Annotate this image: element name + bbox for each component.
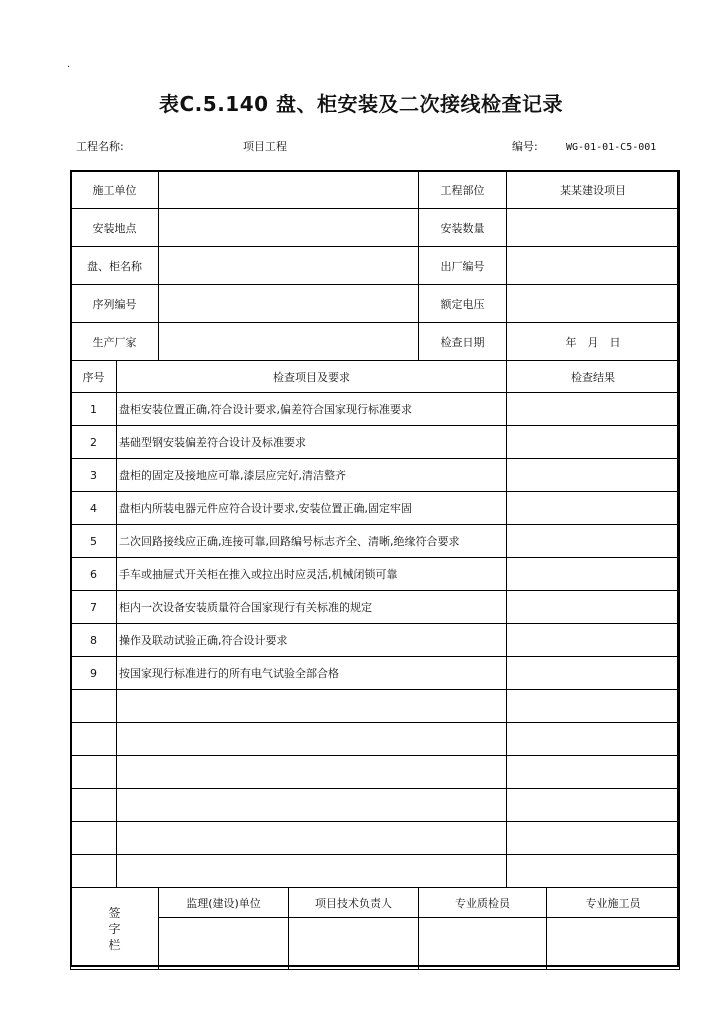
row-no: 7 xyxy=(71,591,117,624)
row-result-field[interactable] xyxy=(507,855,680,888)
row-item-field[interactable] xyxy=(117,822,507,855)
sig-quality-inspector-field[interactable] xyxy=(419,918,547,970)
row-item-field[interactable] xyxy=(117,789,507,822)
row-result-field[interactable] xyxy=(507,723,680,756)
row-result-field[interactable] xyxy=(507,525,680,558)
table-row-empty xyxy=(71,822,680,855)
check-date-label: 检查日期 xyxy=(419,323,507,361)
row-item-field[interactable] xyxy=(117,855,507,888)
row-result-field[interactable] xyxy=(507,822,680,855)
row-no xyxy=(71,690,117,723)
install-location-field[interactable] xyxy=(159,209,419,247)
sig-tech-lead-field[interactable] xyxy=(289,918,419,970)
signature-label-cell xyxy=(71,888,159,970)
code-label: 编号: xyxy=(512,140,538,153)
install-quantity-field[interactable] xyxy=(507,209,680,247)
row-no xyxy=(71,789,117,822)
info-row-construction-unit xyxy=(71,171,680,209)
table-row-empty xyxy=(71,723,680,756)
table-row-empty xyxy=(71,789,680,822)
page-title: 表C.5.140 盘、柜安装及二次接线检查记录 xyxy=(159,92,563,116)
sig-constructor-field[interactable] xyxy=(547,918,680,970)
cabinet-name-label: 盘、柜名称 xyxy=(71,247,159,285)
col-header-no: 序号 xyxy=(71,361,117,393)
sig-supervisor-field[interactable] xyxy=(159,918,289,970)
table-row xyxy=(71,657,680,690)
project-part-field[interactable]: 某某建设项目 xyxy=(507,171,680,209)
row-no: 6 xyxy=(71,558,117,591)
row-item: 盘柜内所装电器元件应符合设计要求,安装位置正确,固定牢固 xyxy=(117,492,507,525)
factory-number-field[interactable] xyxy=(507,247,680,285)
cabinet-name-field[interactable] xyxy=(159,247,419,285)
table-row xyxy=(71,459,680,492)
table-row-empty xyxy=(71,690,680,723)
row-item: 二次回路接线应正确,连接可靠,回路编号标志齐全、清晰,绝缘符合要求 xyxy=(117,525,507,558)
row-no xyxy=(71,855,117,888)
row-no: 8 xyxy=(71,624,117,657)
row-result-field[interactable] xyxy=(507,591,680,624)
row-result-field[interactable] xyxy=(507,657,680,690)
table-row-empty xyxy=(71,756,680,789)
col-header-result: 检查结果 xyxy=(507,361,680,393)
row-item: 盘柜安装位置正确,符合设计要求,偏差符合国家现行标准要求 xyxy=(117,393,507,426)
table-row xyxy=(71,426,680,459)
serial-number-field[interactable] xyxy=(159,285,419,323)
project-name-value: 项目工程 xyxy=(243,140,287,153)
row-item: 盘柜的固定及接地应可靠,漆层应完好,清洁整齐 xyxy=(117,459,507,492)
rated-voltage-field[interactable] xyxy=(507,285,680,323)
table-row xyxy=(71,591,680,624)
row-result-field[interactable] xyxy=(507,789,680,822)
row-item: 手车或抽屉式开关柜在推入或拉出时应灵活,机械闭锁可靠 xyxy=(117,558,507,591)
info-row-serial-number xyxy=(71,285,680,323)
table-row xyxy=(71,558,680,591)
check-date-field[interactable]: 年 月 日 xyxy=(507,323,680,361)
manufacturer-field[interactable] xyxy=(159,323,419,361)
code-value: WG-01-01-C5-001 xyxy=(566,142,657,153)
row-no: 5 xyxy=(71,525,117,558)
install-location-label: 安装地点 xyxy=(71,209,159,247)
table-row xyxy=(71,393,680,426)
signature-label: 签字栏 xyxy=(108,905,121,952)
row-result-field[interactable] xyxy=(507,756,680,789)
table-row xyxy=(71,492,680,525)
row-result-field[interactable] xyxy=(507,624,680,657)
row-no: 9 xyxy=(71,657,117,690)
construction-unit-field[interactable] xyxy=(159,171,419,209)
row-item: 基础型钢安装偏差符合设计及标准要求 xyxy=(117,426,507,459)
row-item-field[interactable] xyxy=(117,690,507,723)
rated-voltage-label: 额定电压 xyxy=(419,285,507,323)
row-item-field[interactable] xyxy=(117,723,507,756)
serial-number-label: 序列编号 xyxy=(71,285,159,323)
row-item: 按国家现行标准进行的所有电气试验全部合格 xyxy=(117,657,507,690)
row-no: 1 xyxy=(71,393,117,426)
project-name-label: 工程名称: xyxy=(76,140,124,153)
sig-tech-lead-label: 项目技术负责人 xyxy=(289,888,419,918)
row-result-field[interactable] xyxy=(507,393,680,426)
sig-quality-inspector-label: 专业质检员 xyxy=(419,888,547,918)
table-row xyxy=(71,525,680,558)
row-item-field[interactable] xyxy=(117,756,507,789)
sig-supervisor-label: 监理(建设)单位 xyxy=(159,888,289,918)
signature-field-row xyxy=(71,918,680,970)
col-header-item: 检查项目及要求 xyxy=(117,361,507,393)
row-result-field[interactable] xyxy=(507,426,680,459)
manufacturer-label: 生产厂家 xyxy=(71,323,159,361)
row-result-field[interactable] xyxy=(507,690,680,723)
construction-unit-label: 施工单位 xyxy=(71,171,159,209)
stray-dot: . xyxy=(67,59,71,70)
install-quantity-label: 安装数量 xyxy=(419,209,507,247)
row-result-field[interactable] xyxy=(507,492,680,525)
table-row-empty xyxy=(71,855,680,888)
row-no xyxy=(71,822,117,855)
row-no xyxy=(71,723,117,756)
info-row-install-location xyxy=(71,209,680,247)
info-row-manufacturer xyxy=(71,323,680,361)
row-item: 操作及联动试验正确,符合设计要求 xyxy=(117,624,507,657)
row-no: 3 xyxy=(71,459,117,492)
info-row-cabinet-name xyxy=(71,247,680,285)
project-part-label: 工程部位 xyxy=(419,171,507,209)
row-result-field[interactable] xyxy=(507,558,680,591)
row-item: 柜内一次设备安装质量符合国家现行有关标准的规定 xyxy=(117,591,507,624)
sig-constructor-label: 专业施工员 xyxy=(547,888,680,918)
row-no: 2 xyxy=(71,426,117,459)
table-row xyxy=(71,624,680,657)
row-no xyxy=(71,756,117,789)
row-no: 4 xyxy=(71,492,117,525)
check-table-header xyxy=(71,361,680,393)
row-result-field[interactable] xyxy=(507,459,680,492)
record-form-table xyxy=(70,170,680,970)
signature-header-row xyxy=(71,888,680,918)
factory-number-label: 出厂编号 xyxy=(419,247,507,285)
